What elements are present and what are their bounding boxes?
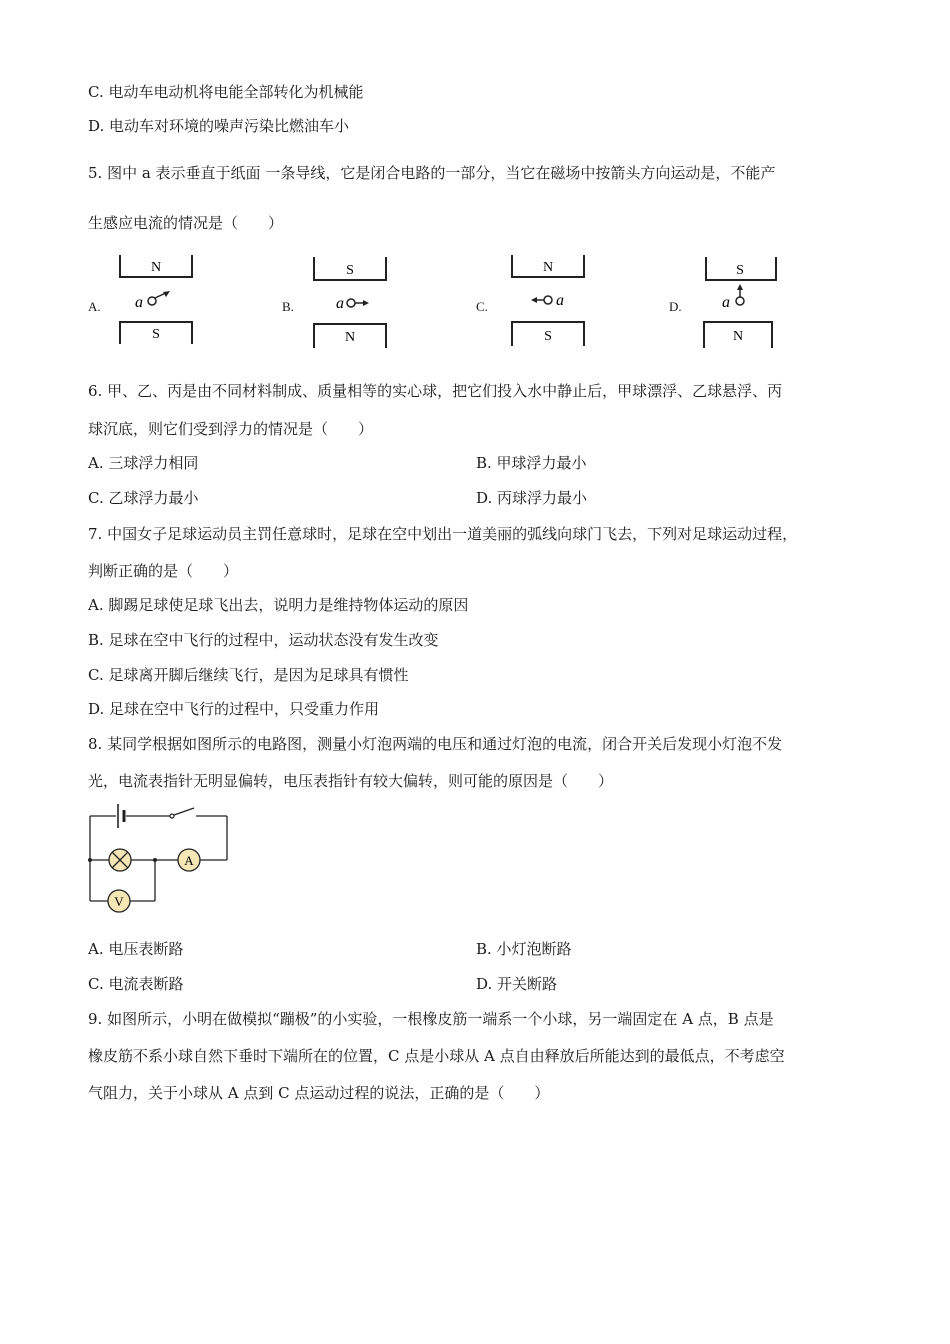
q5-option-d-label: D. [669,299,682,314]
voltmeter-label: V [114,894,124,909]
q6-option-b: B. 甲球浮力最小 [476,454,587,472]
wire-dot [544,296,552,304]
q8-circuit-diagram [84,800,234,918]
q5-figure-c [502,252,592,352]
q5-stem-line1: 5. 图中 a 表示垂直于纸面 一条导线，它是闭合电路的一部分，当它在磁场中按箭头方向运动是，不能产 [88,164,776,182]
q7-option-d: D. 足球在空中飞行的过程中，只受重力作用 [88,700,380,718]
q8-stem-line2: 光，电流表指针无明显偏转，电压表指针有较大偏转，则可能的原因是（ ） [88,772,614,790]
q5-figure-d [700,252,790,352]
pole-top-label: N [542,260,554,275]
q5-option-b-label: B. [282,299,294,314]
q5-stem-line2: 生感应电流的情况是（ ） [88,214,284,232]
q7-option-a: A. 脚踢足球使足球飞出去，说明力是维持物体运动的原因 [88,596,469,614]
q9-stem-line1: 9. 如图所示，小明在做模拟“蹦极”的小实验，一根橡皮筋一端系一个小球，另一端固定在 A 点，B 点是 [88,1010,774,1028]
q5-figure-a [112,252,202,352]
pole-top-label: S [346,263,354,278]
pole-bottom-label: S [152,327,160,342]
motion-arrowhead [531,297,537,303]
pole-top-label: S [736,263,744,278]
q5-figure-b [306,252,396,352]
wire-label: a [135,294,143,311]
q4-option-d: D. 电动车对环境的噪声污染比燃油车小 [88,117,350,135]
q9-stem-line3: 气阻力，关于小球从 A 点到 C 点运动过程的说法，正确的是（ ） [88,1084,550,1102]
wire-dot [736,297,744,305]
wire-label: a [556,292,564,309]
switch-blade [174,808,194,815]
q7-stem-line2: 判断正确的是（ ） [88,562,239,580]
pole-bottom-label: N [732,329,744,344]
q5-option-a-label: A. [88,299,101,314]
wire-dot [347,299,355,307]
ammeter-label: A [184,853,194,868]
wire-label: a [722,294,730,311]
q8-option-c: C. 电流表断路 [88,975,184,993]
switch-contact [170,814,174,818]
q6-option-c: C. 乙球浮力最小 [88,489,199,507]
q6-stem-line1: 6. 甲、乙、丙是由不同材料制成、质量相等的实心球，把它们投入水中静止后，甲球漂浮、乙球悬浮、丙 [88,382,783,400]
q6-stem-line2: 球沉底，则它们受到浮力的情况是（ ） [88,420,374,438]
q7-stem-line1: 7. 中国女子足球运动员主罚任意球时，足球在空中划出一道美丽的弧线向球门飞去，下列对足球运动过程， [88,525,798,543]
q9-stem-line2: 橡皮筋不系小球自然下垂时下端所在的位置，C 点是小球从 A 点自由释放后所能达到的最低点，不考虑空 [88,1047,785,1065]
q8-stem-line1: 8. 某同学根据如图所示的电路图，测量小灯泡两端的电压和通过灯泡的电流，闭合开关后发现小灯泡不发 [88,735,783,753]
wire-dot [148,297,156,305]
pole-bottom-label: S [544,329,552,344]
pole-top-label: N [150,260,162,275]
q7-option-c: C. 足球离开脚后继续飞行，是因为足球具有惯性 [88,666,409,684]
q4-option-c: C. 电动车电动机将电能全部转化为机械能 [88,83,364,101]
q7-option-b: B. 足球在空中飞行的过程中，运动状态没有发生改变 [88,631,439,649]
pole-bottom-label: N [344,330,356,345]
q8-option-a: A. 电压表断路 [88,940,184,958]
motion-arrowhead [363,300,369,306]
q6-option-d: D. 丙球浮力最小 [476,489,588,507]
q5-option-c-label: C. [476,299,488,314]
q8-option-b: B. 小灯泡断路 [476,940,572,958]
q6-option-a: A. 三球浮力相同 [88,454,199,472]
wire-label: a [336,295,344,312]
motion-arrowhead [737,284,743,290]
q8-option-d: D. 开关断路 [476,975,558,993]
